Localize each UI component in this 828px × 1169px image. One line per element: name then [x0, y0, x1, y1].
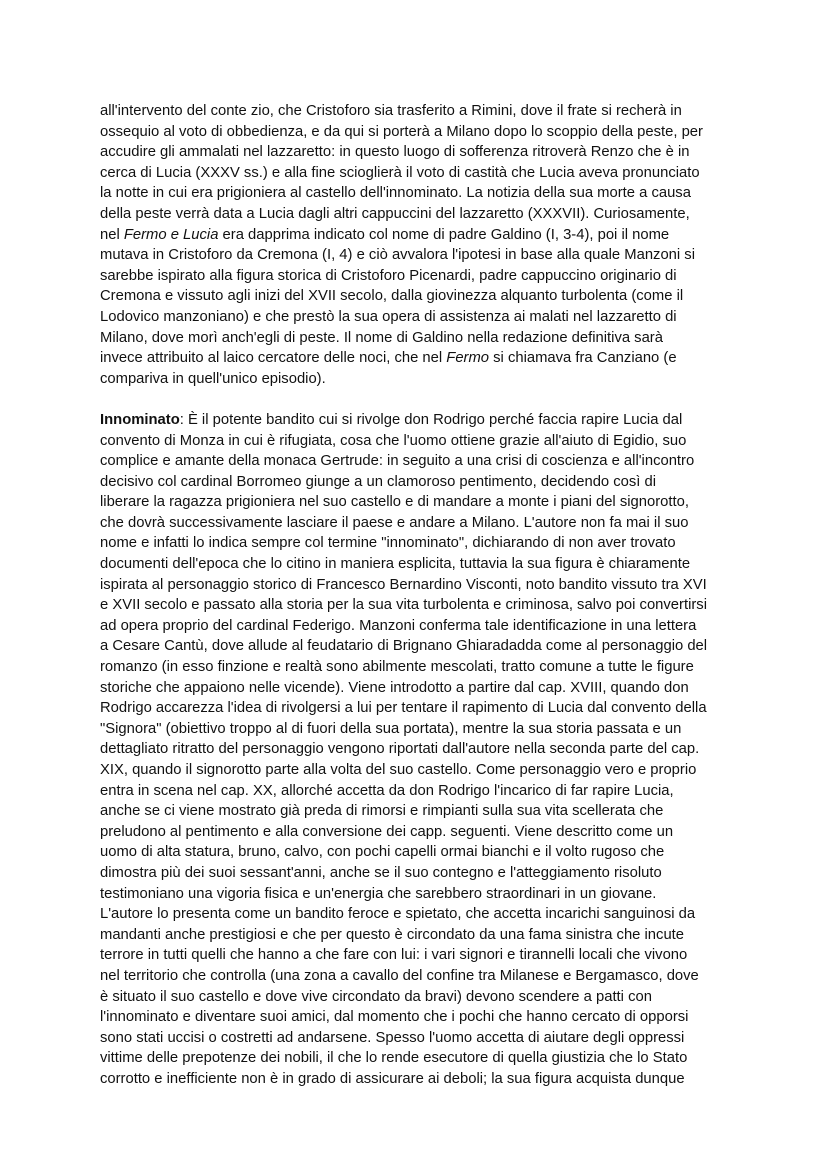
text-line: vittime delle prepotenze dei nobili, il che lo rende esecutore di quella giustizia che lo Stato	[100, 1050, 688, 1067]
text-line: romanzo (in esso finzione e realtà sono abilmente mescolati, tratto comune a tutte le figure	[100, 659, 694, 676]
text-run: si chiamava fra Canziano (e	[489, 350, 677, 367]
text-line: anche se ci viene mostrato già preda di rimorsi e rimpianti sulla sua vita scellerata che	[100, 803, 664, 820]
text-line: documenti dell'epoca che lo citino in maniera esplicita, tuttavia la sua figura è chiaramente	[100, 556, 691, 573]
text-line: sarebbe ispirato alla figura storica di Cristoforo Picenardi, padre cappuccino originario di	[100, 267, 677, 284]
text-line: terrore in tutti quelli che hanno a che fare con lui: i vari signori e tirannelli locali che vivono	[100, 947, 688, 964]
text-line: decisivo col cardinal Borromeo giunge a un clamoroso pentimento, decidendo così di	[100, 473, 657, 490]
text-line: Lodovico manzoniano) e che prestò la sua opera di assistenza ai malati nel lazzaretto di	[100, 308, 677, 325]
text-line	[100, 410, 740, 431]
document-page	[100, 101, 740, 1090]
text-line	[100, 225, 740, 246]
text-line: "Signora" (obiettivo troppo al di fuori della sua portata), mentre la sua storia passata e un	[100, 720, 682, 737]
text-line	[100, 348, 740, 369]
text-line: uomo di alta statura, bruno, calvo, con pochi capelli ormai bianchi e il volto rugoso che	[100, 844, 665, 861]
text-line: che dovrà successivamente lasciare il paese e andare a Milano. L'autore non fa mai il suo	[100, 514, 689, 531]
text-line: preludono al pentimento e alla conversione dei capp. seguenti. Viene descritto come un	[100, 823, 674, 840]
text-line: della peste verrà data a Lucia dagli altri cappuccini del lazzaretto (XXXVII). Curiosamente,	[100, 205, 690, 222]
text-line: nel territorio che controlla (una zona a cavallo del confine tra Milanese e Bergamasco, dove	[100, 967, 699, 984]
paragraph-cristoforo	[100, 101, 740, 389]
text-line: ossequio al voto di obbedienza, e da qui si porterà a Milano dopo lo scoppio della peste, per	[100, 123, 703, 140]
text-line: compariva in quell'unico episodio).	[100, 370, 326, 387]
text-line: XIX, quando il signorotto parte alla volta del suo castello. Come personaggio vero e proprio	[100, 762, 697, 778]
text-line: mandanti anche prestigiosi e che per questo è circondato da una fama sinistra che incute	[100, 926, 685, 943]
text-run: era dapprima indicato col nome di padre Galdino (I, 3-4), poi il nome	[218, 226, 670, 243]
text-line: entra in scena nel cap. XX, allorché accetta da don Rodrigo l'incarico di far rapire Lucia,	[100, 782, 674, 799]
text-line: liberare la ragazza prigioniera nel suo castello e di mandare a monte i piani del signorotto,	[100, 494, 689, 511]
entry-term: Innominato	[100, 411, 180, 428]
text-line: corrotto e inefficiente non è in grado di assicurare ai deboli; la sua figura acquista dunque	[100, 1070, 685, 1087]
text-line: Rodrigo accarezza l'idea di rivolgersi a lui per tentare il rapimento di Lucia dal convento della	[100, 700, 707, 717]
text-line: convento di Monza in cui è rifugiata, cosa che l'uomo ottiene grazie all'aiuto di Egidio, suo	[100, 432, 687, 449]
text-line: è situato il suo castello e dove vive circondato da bravi) devono scendere a patti con	[100, 988, 652, 1005]
text-line: Milano, dove morì anch'egli di peste. Il nome di Galdino nella redazione definitiva sarà	[100, 329, 663, 346]
paragraph-innominato	[100, 410, 740, 1090]
text-run: nel	[100, 226, 124, 243]
italic-title-fermo-e-lucia: Fermo e Lucia	[123, 226, 219, 243]
text-line: sono stati uccisi o costretti ad andarsene. Spesso l'uomo accetta di aiutare degli oppressi	[100, 1029, 685, 1046]
text-line: Cremona e vissuto agli inizi del XVII secolo, dalla giovinezza alquanto turbolenta (come il	[100, 288, 684, 305]
text-line: dimostra più dei suoi sessant'anni, anche se il suo contegno e l'atteggiamento risoluto	[100, 864, 662, 881]
text-line: mutava in Cristoforo da Cremona (I, 4) e ciò avvalora l'ipotesi in base alla quale Manzoni si	[100, 247, 695, 264]
text-line: all'intervento del conte zio, che Cristoforo sia trasferito a Rimini, dove il frate si recherà in	[100, 103, 682, 119]
text-line: L'autore lo presenta come un bandito feroce e spietato, che accetta incarichi sanguinosi da	[100, 906, 696, 923]
text-line: a Cesare Cantù, dove allude al feudatario di Brignano Ghiaradadda come al personaggio del	[100, 638, 708, 655]
text-line: la notte in cui era prigioniera al castello dell'innominato. La notizia della sua morte a causa	[100, 185, 691, 202]
text-line: ad opera proprio del cardinal Federigo. Manzoni conferma tale identificazione in una lettera	[100, 617, 697, 634]
text-line: cerca di Lucia (XXXV ss.) e alla fine scioglierà il voto di castità che Lucia aveva pronunciato	[100, 164, 700, 181]
text-run: : È il potente bandito cui si rivolge don Rodrigo perché faccia rapire Lucia dal	[179, 411, 683, 428]
text-line: accudire gli ammalati nel lazzaretto: in questo luogo di sofferenza ritroverà Renzo che è in	[100, 144, 690, 161]
text-line: testimoniano una vigoria fisica e un'energia che sarebbero straordinari in un giovane.	[100, 885, 657, 902]
text-line: storiche che appaiono nelle vicende). Viene introdotto a partire dal cap. XVIII, quando don	[100, 679, 689, 696]
text-line: complice e amante della monaca Gertrude: in seguito a una crisi di coscienza e all'incontro	[100, 453, 695, 470]
text-line: e XVII secolo e passato alla storia per la sua vita turbolenta e criminosa, salvo poi convertirsi	[100, 597, 707, 614]
text-line: l'innominato e diventare suoi amici, dal momento che i pochi che hanno cercato di opporsi	[100, 1009, 689, 1026]
italic-title-fermo: Fermo	[446, 350, 490, 367]
text-line: nome e infatti lo indica sempre col termine "innominato", dichiarando di non aver trovato	[100, 535, 676, 552]
text-run: invece attribuito al laico cercatore delle noci, che nel	[100, 350, 447, 367]
text-line: ispirata al personaggio storico di Francesco Bernardino Visconti, noto bandito vissuto tra XVI	[100, 576, 707, 593]
text-line: dettagliato ritratto del personaggio vengono riportati dall'autore nella seconda parte del cap.	[100, 741, 700, 758]
